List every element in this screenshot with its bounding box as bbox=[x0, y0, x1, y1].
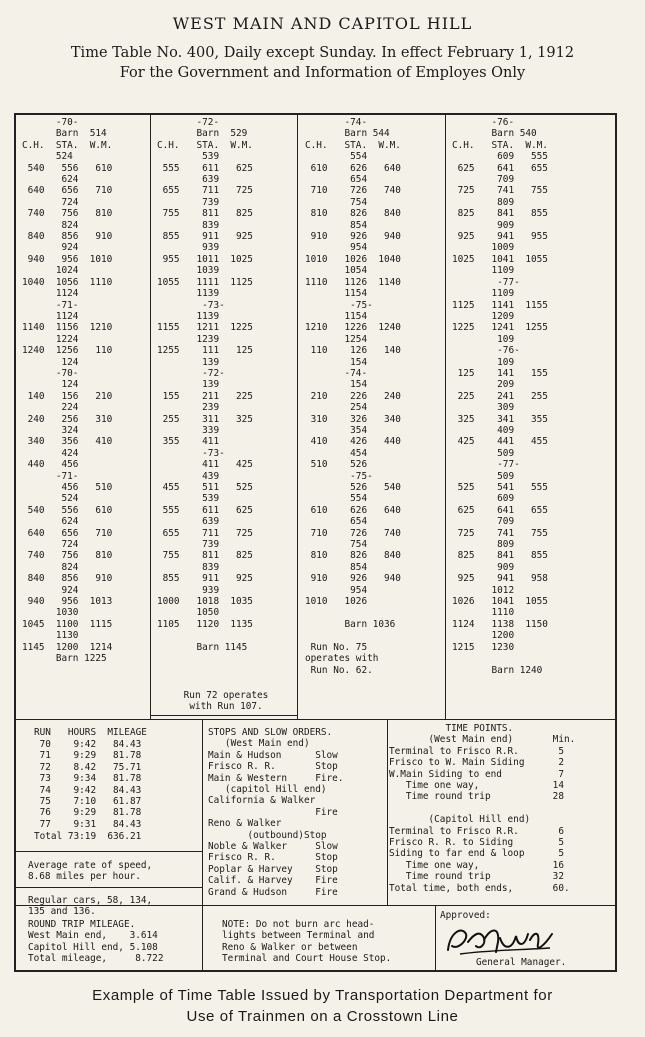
lower-divider bbox=[202, 719, 203, 970]
column-divider bbox=[150, 115, 151, 719]
column-divider bbox=[297, 115, 298, 719]
run-72-note: Run 72 operates with Run 107. bbox=[183, 690, 269, 713]
section-divider bbox=[16, 719, 615, 720]
page-title: WEST MAIN AND CAPITOL HILL bbox=[172, 14, 473, 33]
arc-headlight-note: NOTE: Do not burn arc head- lights between Terminal and Reno & Walker or between Terminal and Court House Stop. bbox=[222, 919, 392, 965]
run-76-column: -76- Barn 540 C.H. STA. W.M. 609 555 625 641 655 709 725 741 755 809 825 841 855 909 925 941 955 1009 1025 1041 1055 1109 -77- 1109 1125 1141 1155 1209 1225 1241 1255 109 -76- 109 125 141 155 209 225 241 255 309 325 341 355 409 425 441 455 509 -77- 509 525 541 555 609 625 641 655 709 725 741 755 809 825 841 855 909 925 941 958 1012 1026 1041 1055 1110 1124 1138 1150 1200 1215 1230 Barn 1240 bbox=[452, 117, 548, 676]
mileage-header: RUN HOURS MILEAGE bbox=[34, 727, 147, 738]
round-trip-mileage: ROUND TRIP MILEAGE. West Main end, 3.614 Capitol Hill end, 5.108 Total mileage, 8.722 bbox=[28, 919, 164, 965]
run-70-column: -70- Barn 514 C.H. STA. W.M. 524 540 556 610 624 640 656 710 724 740 756 810 824 840 856 910 924 940 956 1010 1024 1040 1056 1110 1124 -71- 1124 1140 1156 1210 1224 1240 1256 110 124 -70- 124 140 156 210 224 240 256 310 324 340 356 410 424 440 456 -71- 456 510 524 540 556 610 624 640 656 710 724 740 756 810 824 840 856 910 924 940 956 1013 1030 1045 1100 1115 1130 1145 1200 1214 Barn 1225 bbox=[22, 117, 113, 665]
general-manager-title: General Manager. bbox=[476, 957, 567, 968]
timetable-audience: For the Government and Information of Employes Only bbox=[119, 65, 526, 81]
run-74-column: -74- Barn 544 C.H. STA. W.M. 554 610 626 640 654 710 726 740 754 810 826 840 854 910 926 940 954 1010 1026 1040 1054 1110 1126 1140 1154 -75- 1154 1210 1226 1240 1254 110 126 140 154 -74- 154 210 226 240 254 310 326 340 354 410 426 440 454 510 526 -75- 526 540 554 610 626 640 654 710 726 740 754 810 826 840 854 910 926 940 954 1010 1026 Barn 1036 Run No. 75 operates with Run No. 62. bbox=[305, 117, 401, 676]
column-divider bbox=[445, 115, 446, 719]
lower-rule bbox=[202, 905, 615, 906]
lower-rule bbox=[16, 887, 202, 888]
mileage-rows: 70 9:42 84.43 71 9:29 81.78 72 8.42 75.71 73 9:34 81.78 74 9:42 84.43 75 7:10 61.87 76 9:29 81.78 77 9:31 84.43 bbox=[39, 739, 142, 830]
approved-label: Approved: bbox=[440, 910, 491, 921]
lower-divider bbox=[435, 905, 436, 970]
caption-line-1: Example of Time Table Issued by Transportation Department for bbox=[92, 987, 553, 1004]
run-72-column: -72- Barn 529 C.H. STA. W.M. 539 555 611 625 639 655 711 725 739 755 811 825 839 855 911 925 939 955 1011 1025 1039 1055 1111 1125 1139 -73- 1139 1155 1211 1225 1239 1255 111 125 139 -72- 139 155 211 225 239 255 311 325 339 355 411 -73- 411 425 439 455 511 525 539 555 611 625 639 655 711 725 739 755 811 825 839 855 911 925 939 1000 1018 1035 1050 1105 1120 1135 Barn 1145 bbox=[157, 117, 253, 653]
time-points: TIME POINTS. (West Main end) Min. Terminal to Frisco R.R. 5 Frisco to W. Main Siding 2 W.Main Siding to end 7 Time one way, 14 Time round trip 28 (Capitol Hill end) Terminal to Frisco R.R. 6 Frisco R. R. to Siding 5 Siding to far end & loop 5 Time one way, 16 Time round trip 32 Total time, both ends, 60. bbox=[389, 723, 576, 894]
timetable-info: Time Table No. 400, Daily except Sunday. In effect February 1, 1912 bbox=[70, 45, 575, 61]
lower-divider bbox=[387, 719, 388, 905]
stops-and-slow-orders: STOPS AND SLOW ORDERS. (West Main end) Main & Hudson Slow Frisco R. R. Stop Main & Western Fire. (capitol Hill end) California & Walker Fire Reno & Walker (outbound)Stop Noble & Walker Slow Frisco R. R. Stop Poplar & Harvey Stop Calif. & Harvey Fire Grand & Hudson Fire bbox=[208, 727, 344, 898]
caption-line-2: Use of Trainmen on a Crosstown Line bbox=[186, 1008, 459, 1025]
signature bbox=[440, 920, 560, 960]
mileage-total: Total 73:19 636.21 bbox=[34, 831, 142, 842]
average-speed: Average rate of speed, 8.68 miles per hour. bbox=[28, 860, 153, 883]
lower-rule bbox=[16, 851, 202, 852]
note-underline bbox=[150, 715, 297, 716]
timetable-board bbox=[14, 113, 617, 972]
regular-cars: Regular cars, 58, 134, 135 and 136. bbox=[28, 895, 153, 918]
